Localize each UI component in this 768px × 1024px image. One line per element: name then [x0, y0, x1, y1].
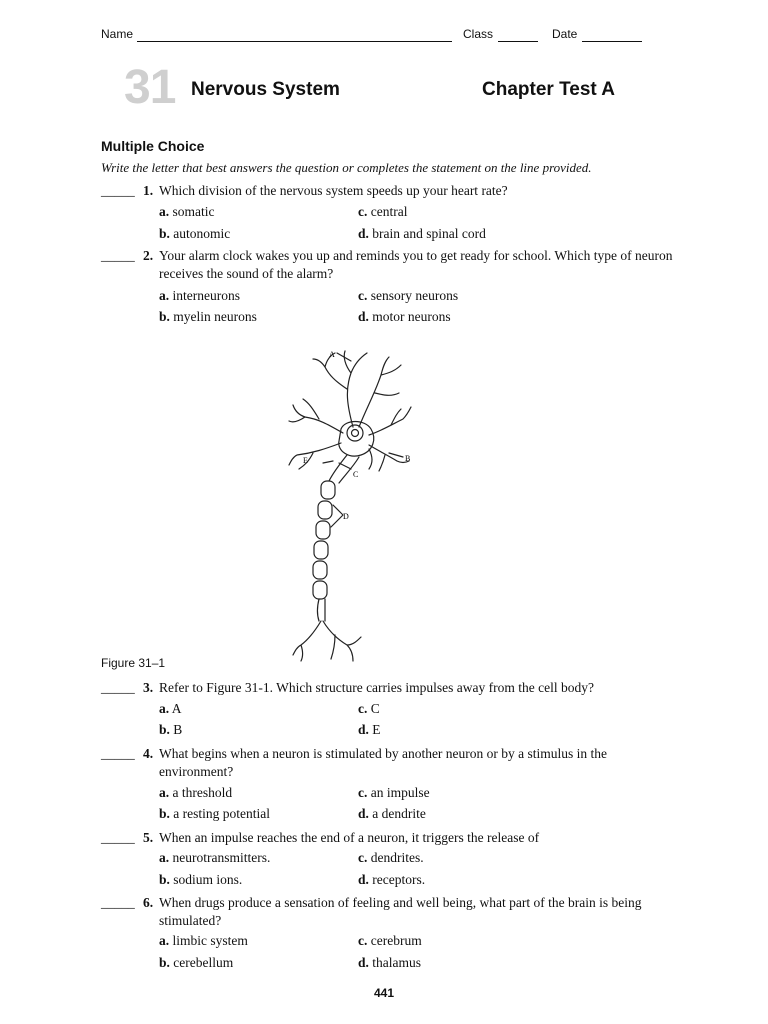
option-c: c. sensory neurons	[358, 288, 459, 303]
option-d: d. thalamus	[358, 955, 422, 970]
name-label: Name	[101, 27, 134, 41]
option-c: c. central	[358, 204, 408, 219]
option-c: c. C	[358, 701, 380, 716]
answer-blank: _____	[101, 680, 135, 695]
question-number: 6.	[143, 895, 154, 910]
option-d: d. a dendrite	[358, 806, 426, 821]
question-number: 2.	[143, 248, 154, 263]
question-number: 3.	[143, 680, 154, 695]
label-d: D	[343, 512, 349, 521]
figure-caption: Figure 31–1	[101, 656, 166, 670]
option-c: c. cerebrum	[358, 933, 422, 948]
chapter-test-label: Chapter Test A	[482, 79, 616, 100]
option-b: b. autonomic	[159, 226, 231, 241]
option-a: a. a threshold	[159, 785, 233, 800]
option-b: b. a resting potential	[159, 806, 270, 821]
date-label: Date	[552, 27, 578, 41]
option-d: d. brain and spinal cord	[358, 226, 486, 241]
neuron-drawing	[289, 351, 411, 661]
option-a: a. limbic system	[159, 933, 248, 948]
option-a: a. interneurons	[159, 288, 240, 303]
section-instructions: Write the letter that best answers the question or completes the statement on the line provided.	[101, 160, 592, 175]
option-d: d. motor neurons	[358, 309, 451, 324]
page-number: 441	[373, 986, 395, 1000]
option-b: b. myelin neurons	[159, 309, 257, 324]
label-c: C	[353, 470, 359, 479]
chapter-title: Nervous System	[191, 79, 340, 100]
date-line	[582, 41, 642, 42]
class-label: Class	[463, 27, 494, 41]
label-b: B	[405, 454, 411, 463]
option-d: d. receptors.	[358, 872, 426, 887]
answer-blank: _____	[101, 830, 135, 845]
question-number: 4.	[143, 746, 154, 761]
option-b: b. sodium ions.	[159, 872, 243, 887]
option-a: a. neurotransmitters.	[159, 850, 271, 865]
section-title: Multiple Choice	[101, 138, 205, 154]
neuron-figure	[285, 345, 415, 667]
option-b: b. cerebellum	[159, 955, 234, 970]
answer-blank: _____	[101, 895, 135, 910]
label-a: A	[329, 350, 335, 359]
question-text: Your alarm clock wakes you up and reminds you to get ready for school. Which type of neuron receives the sound of the alarm?	[159, 248, 673, 281]
question-text: Which division of the nervous system speeds up your heart rate?	[159, 183, 508, 198]
option-b: b. B	[159, 722, 183, 737]
class-line	[498, 41, 538, 42]
option-c: c. dendrites.	[358, 850, 424, 865]
question-text: When drugs produce a sensation of feeling and well being, what part of the brain is being stimulated?	[159, 895, 642, 928]
question-number: 5.	[143, 830, 154, 845]
question-number: 1.	[143, 183, 154, 198]
option-c: c. an impulse	[358, 785, 430, 800]
option-d: d. E	[358, 722, 381, 737]
question-text: Refer to Figure 31-1. Which structure carries impulses away from the cell body?	[159, 680, 594, 695]
answer-blank: _____	[101, 746, 135, 761]
name-line	[137, 41, 452, 42]
answer-blank: _____	[101, 183, 135, 198]
question-text: When an impulse reaches the end of a neuron, it triggers the release of	[159, 830, 540, 845]
option-a: a. somatic	[159, 204, 215, 219]
question-text: What begins when a neuron is stimulated by another neuron or by a stimulus in the environment?	[159, 746, 608, 779]
label-e: E	[303, 456, 308, 465]
chapter-number: 31	[124, 61, 176, 114]
option-a: a. A	[159, 701, 182, 716]
answer-blank: _____	[101, 248, 135, 263]
